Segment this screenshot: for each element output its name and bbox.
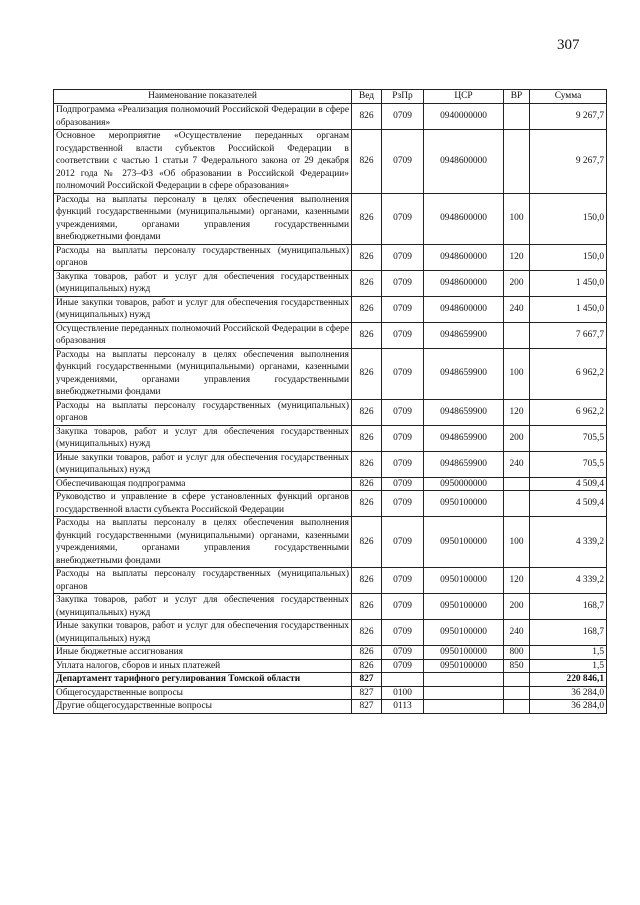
row-sum: 4 509,4 bbox=[530, 491, 607, 517]
row-csr bbox=[424, 686, 504, 700]
row-vr: 200 bbox=[504, 270, 530, 296]
table-row bbox=[54, 270, 607, 296]
row-ved: 826 bbox=[352, 568, 382, 594]
row-vr bbox=[504, 104, 530, 130]
row-name: Иные закупки товаров, работ и услуг для обеспечения государственных (муниципальных) нужд bbox=[54, 296, 352, 322]
row-csr: 0950100000 bbox=[424, 620, 504, 646]
row-sum: 1 450,0 bbox=[530, 270, 607, 296]
header-name: Наименование показателей bbox=[54, 90, 352, 104]
table-row bbox=[54, 646, 607, 660]
row-vr bbox=[504, 130, 530, 194]
table-row bbox=[54, 620, 607, 646]
row-vr bbox=[504, 477, 530, 491]
table-row bbox=[54, 491, 607, 517]
row-rzpr: 0709 bbox=[382, 594, 424, 620]
row-csr: 0948659900 bbox=[424, 451, 504, 477]
row-csr bbox=[424, 700, 504, 714]
row-vr bbox=[504, 686, 530, 700]
row-name: Подпрограмма «Реализация полномочий Российской Федерации в сфере образования» bbox=[54, 104, 352, 130]
row-rzpr: 0709 bbox=[382, 270, 424, 296]
table-row bbox=[54, 673, 607, 687]
row-ved: 826 bbox=[352, 244, 382, 270]
row-csr: 0948659900 bbox=[424, 322, 504, 348]
row-ved: 826 bbox=[352, 130, 382, 194]
row-csr: 0950100000 bbox=[424, 594, 504, 620]
row-rzpr: 0709 bbox=[382, 322, 424, 348]
row-sum: 150,0 bbox=[530, 244, 607, 270]
row-name: Департамент тарифного регулирования Томской области bbox=[54, 673, 352, 687]
header-vr: ВР bbox=[504, 90, 530, 104]
row-rzpr: 0113 bbox=[382, 700, 424, 714]
row-rzpr: 0709 bbox=[382, 348, 424, 399]
table-row bbox=[54, 477, 607, 491]
row-vr: 200 bbox=[504, 594, 530, 620]
row-csr: 0948659900 bbox=[424, 425, 504, 451]
table-row bbox=[54, 104, 607, 130]
row-ved: 826 bbox=[352, 517, 382, 568]
row-ved: 827 bbox=[352, 686, 382, 700]
table-row bbox=[54, 517, 607, 568]
row-csr: 0950000000 bbox=[424, 477, 504, 491]
row-sum: 168,7 bbox=[530, 594, 607, 620]
row-sum: 705,5 bbox=[530, 451, 607, 477]
row-name: Закупка товаров, работ и услуг для обеспечения государственных (муниципальных) нужд bbox=[54, 594, 352, 620]
row-rzpr: 0100 bbox=[382, 686, 424, 700]
row-vr: 100 bbox=[504, 348, 530, 399]
table-row bbox=[54, 244, 607, 270]
row-rzpr: 0709 bbox=[382, 104, 424, 130]
row-name: Расходы на выплаты персоналу государственных (муниципальных) органов bbox=[54, 568, 352, 594]
row-name: Общегосударственные вопросы bbox=[54, 686, 352, 700]
row-ved: 826 bbox=[352, 296, 382, 322]
budget-table bbox=[53, 89, 607, 714]
row-csr: 0940000000 bbox=[424, 104, 504, 130]
row-name: Осуществление переданных полномочий Российской Федерации в сфере образования bbox=[54, 322, 352, 348]
row-ved: 826 bbox=[352, 322, 382, 348]
row-vr: 850 bbox=[504, 659, 530, 673]
row-sum: 705,5 bbox=[530, 425, 607, 451]
row-ved: 826 bbox=[352, 425, 382, 451]
row-ved: 826 bbox=[352, 270, 382, 296]
row-rzpr: 0709 bbox=[382, 130, 424, 194]
row-vr: 240 bbox=[504, 451, 530, 477]
row-vr bbox=[504, 491, 530, 517]
table-body bbox=[54, 104, 607, 714]
row-name: Иные закупки товаров, работ и услуг для обеспечения государственных (муниципальных) нужд bbox=[54, 620, 352, 646]
row-vr: 100 bbox=[504, 193, 530, 244]
row-sum: 36 284,0 bbox=[530, 700, 607, 714]
row-ved: 827 bbox=[352, 700, 382, 714]
row-vr: 240 bbox=[504, 296, 530, 322]
row-csr: 0948600000 bbox=[424, 193, 504, 244]
row-name: Основное мероприятие «Осуществление переданных органам государственной власти субъектов Российской Федерации в соответствии с частью 1 статьи 7 Федерального закона от 29 декабря 2012 года № 273–ФЗ «Об образовании в Российской Федерации» полномочий Российской Федерации в сфере образования» bbox=[54, 130, 352, 194]
table-row bbox=[54, 296, 607, 322]
row-sum: 220 846,1 bbox=[530, 673, 607, 687]
row-sum: 7 667,7 bbox=[530, 322, 607, 348]
row-vr: 100 bbox=[504, 517, 530, 568]
row-sum: 1,5 bbox=[530, 646, 607, 660]
row-sum: 150,0 bbox=[530, 193, 607, 244]
row-vr bbox=[504, 700, 530, 714]
row-csr: 0950100000 bbox=[424, 517, 504, 568]
page-number: 307 bbox=[557, 37, 580, 53]
row-ved: 826 bbox=[352, 491, 382, 517]
row-vr: 200 bbox=[504, 425, 530, 451]
row-ved: 826 bbox=[352, 659, 382, 673]
row-rzpr: 0709 bbox=[382, 568, 424, 594]
row-ved: 826 bbox=[352, 451, 382, 477]
row-rzpr: 0709 bbox=[382, 425, 424, 451]
table-header-row bbox=[54, 90, 607, 104]
row-sum: 4 339,2 bbox=[530, 568, 607, 594]
row-rzpr: 0709 bbox=[382, 477, 424, 491]
row-name: Иные бюджетные ассигнования bbox=[54, 646, 352, 660]
row-rzpr: 0709 bbox=[382, 517, 424, 568]
row-sum: 6 962,2 bbox=[530, 399, 607, 425]
table-row bbox=[54, 659, 607, 673]
row-rzpr: 0709 bbox=[382, 620, 424, 646]
row-name: Уплата налогов, сборов и иных платежей bbox=[54, 659, 352, 673]
row-sum: 168,7 bbox=[530, 620, 607, 646]
row-csr: 0948600000 bbox=[424, 296, 504, 322]
row-sum: 4 509,4 bbox=[530, 477, 607, 491]
row-ved: 826 bbox=[352, 104, 382, 130]
row-ved: 826 bbox=[352, 646, 382, 660]
row-name: Иные закупки товаров, работ и услуг для обеспечения государственных (муниципальных) нужд bbox=[54, 451, 352, 477]
row-sum: 6 962,2 bbox=[530, 348, 607, 399]
row-rzpr: 0709 bbox=[382, 646, 424, 660]
row-rzpr: 0709 bbox=[382, 659, 424, 673]
row-csr: 0948659900 bbox=[424, 348, 504, 399]
row-rzpr: 0709 bbox=[382, 296, 424, 322]
row-vr: 120 bbox=[504, 244, 530, 270]
row-csr: 0950100000 bbox=[424, 659, 504, 673]
row-rzpr: 0709 bbox=[382, 451, 424, 477]
row-ved: 826 bbox=[352, 348, 382, 399]
row-csr bbox=[424, 673, 504, 687]
row-name: Закупка товаров, работ и услуг для обеспечения государственных (муниципальных) нужд bbox=[54, 425, 352, 451]
row-name: Расходы на выплаты персоналу в целях обеспечения выполнения функций государственными (муниципальными) органами, казенными учреждениями, органами управления государственными внебюджетными фондами bbox=[54, 348, 352, 399]
row-sum: 4 339,2 bbox=[530, 517, 607, 568]
table-row bbox=[54, 451, 607, 477]
header-csr: ЦСР bbox=[424, 90, 504, 104]
row-ved: 826 bbox=[352, 399, 382, 425]
row-rzpr: 0709 bbox=[382, 244, 424, 270]
row-ved: 827 bbox=[352, 673, 382, 687]
row-csr: 0948600000 bbox=[424, 270, 504, 296]
row-ved: 826 bbox=[352, 594, 382, 620]
row-sum: 1 450,0 bbox=[530, 296, 607, 322]
row-name: Расходы на выплаты персоналу в целях обеспечения выполнения функций государственными (муниципальными) органами, казенными учреждениями, органами управления государственными внебюджетными фондами bbox=[54, 193, 352, 244]
row-name: Обеспечивающая подпрограмма bbox=[54, 477, 352, 491]
row-csr: 0948600000 bbox=[424, 244, 504, 270]
row-vr: 240 bbox=[504, 620, 530, 646]
row-name: Другие общегосударственные вопросы bbox=[54, 700, 352, 714]
row-vr: 120 bbox=[504, 568, 530, 594]
row-rzpr: 0709 bbox=[382, 193, 424, 244]
row-sum: 9 267,7 bbox=[530, 130, 607, 194]
row-csr: 0948659900 bbox=[424, 399, 504, 425]
row-ved: 826 bbox=[352, 477, 382, 491]
row-rzpr: 0709 bbox=[382, 491, 424, 517]
table-row bbox=[54, 700, 607, 714]
row-vr bbox=[504, 673, 530, 687]
header-rzpr: РзПр bbox=[382, 90, 424, 104]
row-name: Руководство и управление в сфере установленных функций органов государственной власти субъекта Российской Федерации bbox=[54, 491, 352, 517]
table-row bbox=[54, 399, 607, 425]
row-rzpr: 0709 bbox=[382, 399, 424, 425]
row-csr: 0948600000 bbox=[424, 130, 504, 194]
table-row bbox=[54, 425, 607, 451]
header-ved: Вед bbox=[352, 90, 382, 104]
row-sum: 9 267,7 bbox=[530, 104, 607, 130]
row-sum: 36 284,0 bbox=[530, 686, 607, 700]
row-vr: 120 bbox=[504, 399, 530, 425]
row-name: Расходы на выплаты персоналу государственных (муниципальных) органов bbox=[54, 244, 352, 270]
row-csr: 0950100000 bbox=[424, 568, 504, 594]
table-row bbox=[54, 568, 607, 594]
row-csr: 0950100000 bbox=[424, 491, 504, 517]
table-row bbox=[54, 686, 607, 700]
row-name: Закупка товаров, работ и услуг для обеспечения государственных (муниципальных) нужд bbox=[54, 270, 352, 296]
table-row bbox=[54, 322, 607, 348]
header-sum: Сумма bbox=[530, 90, 607, 104]
row-vr bbox=[504, 322, 530, 348]
row-name: Расходы на выплаты персоналу в целях обеспечения выполнения функций государственными (муниципальными) органами, казенными учреждениями, органами управления государственными внебюджетными фондами bbox=[54, 517, 352, 568]
row-rzpr bbox=[382, 673, 424, 687]
row-ved: 826 bbox=[352, 193, 382, 244]
row-csr: 0950100000 bbox=[424, 646, 504, 660]
table-row bbox=[54, 594, 607, 620]
row-sum: 1,5 bbox=[530, 659, 607, 673]
row-name: Расходы на выплаты персоналу государственных (муниципальных) органов bbox=[54, 399, 352, 425]
table-row bbox=[54, 348, 607, 399]
row-ved: 826 bbox=[352, 620, 382, 646]
row-vr: 800 bbox=[504, 646, 530, 660]
table-row bbox=[54, 193, 607, 244]
table-row bbox=[54, 130, 607, 194]
